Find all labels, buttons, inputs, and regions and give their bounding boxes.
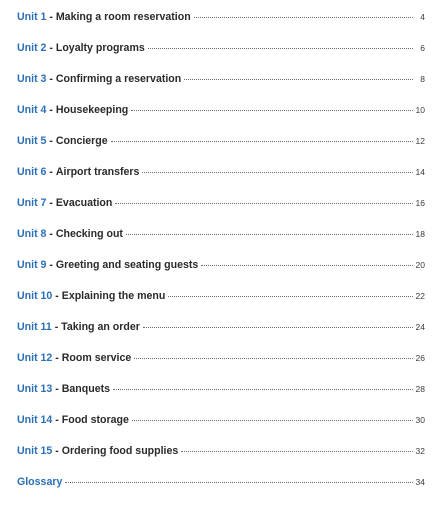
separator: - [51, 321, 62, 333]
dot-leader [181, 451, 412, 452]
unit-number: Unit 7 [17, 197, 47, 209]
toc-entry-unit-11[interactable] [17, 321, 425, 352]
separator: - [52, 352, 62, 364]
separator: - [46, 259, 56, 271]
page-number: 32 [415, 446, 425, 456]
dot-leader [111, 141, 413, 142]
dot-leader [201, 265, 412, 266]
toc-entry-unit-4[interactable] [17, 104, 425, 135]
page-number: 24 [415, 322, 425, 332]
unit-number: Unit 11 [17, 321, 52, 333]
dot-leader [65, 482, 412, 483]
toc-entry-unit-10[interactable] [17, 290, 425, 321]
separator: - [46, 11, 56, 23]
unit-number: Unit 6 [17, 166, 47, 178]
separator: - [52, 414, 62, 426]
page-number: 8 [420, 74, 425, 84]
page-number: 20 [415, 260, 425, 270]
toc-entry-unit-13[interactable] [17, 383, 425, 414]
page-number: 16 [415, 198, 425, 208]
dot-leader [131, 110, 412, 111]
toc-entry-unit-6[interactable] [17, 166, 425, 197]
dot-leader [126, 234, 413, 235]
dot-leader [194, 17, 413, 18]
separator: - [46, 104, 56, 116]
unit-number: Unit 10 [17, 290, 53, 302]
page-number: 30 [415, 415, 425, 425]
page-number: 10 [415, 105, 425, 115]
dot-leader [184, 79, 413, 80]
separator: - [46, 42, 56, 54]
unit-title: Banquets [61, 383, 111, 395]
dot-leader [132, 420, 413, 421]
unit-title: Loyalty programs [55, 42, 145, 54]
separator: - [52, 445, 62, 457]
unit-number: Unit 1 [17, 11, 47, 23]
toc-entry-unit-7[interactable] [17, 197, 425, 228]
page-number: 34 [415, 477, 425, 487]
unit-title: Room service [61, 352, 132, 364]
unit-number: Unit 4 [17, 104, 47, 116]
separator: - [52, 290, 62, 302]
toc-entry-unit-5[interactable] [17, 135, 425, 166]
toc-entry-unit-9[interactable] [17, 259, 425, 290]
page-number: 26 [415, 353, 425, 363]
dot-leader [134, 358, 412, 359]
toc-entry-unit-3[interactable] [17, 73, 425, 104]
dot-leader [143, 327, 413, 328]
glossary-label: Glossary [17, 476, 63, 488]
unit-number: Unit 9 [17, 259, 47, 271]
page-number: 18 [415, 229, 425, 239]
unit-number: Unit 15 [17, 445, 53, 457]
page-number: 22 [415, 291, 425, 301]
unit-title: Greeting and seating guests [55, 259, 199, 271]
separator: - [46, 228, 56, 240]
separator: - [52, 383, 62, 395]
unit-number: Unit 14 [17, 414, 53, 426]
dot-leader [148, 48, 413, 49]
unit-title: Evacuation [55, 197, 113, 209]
unit-title: Explaining the menu [61, 290, 166, 302]
unit-title: Making a room reservation [55, 11, 191, 23]
dot-leader [142, 172, 412, 173]
unit-number: Unit 2 [17, 42, 47, 54]
page-number: 28 [415, 384, 425, 394]
unit-title: Food storage [61, 414, 129, 426]
unit-number: Unit 13 [17, 383, 53, 395]
separator: - [46, 135, 56, 147]
toc-entry-unit-2[interactable] [17, 42, 425, 73]
page-number: 14 [415, 167, 425, 177]
unit-title: Checking out [55, 228, 123, 240]
separator: - [46, 166, 56, 178]
dot-leader [113, 389, 413, 390]
unit-title: Ordering food supplies [61, 445, 179, 457]
separator: - [46, 73, 56, 85]
toc-entry-unit-12[interactable] [17, 352, 425, 383]
unit-title: Airport transfers [55, 166, 140, 178]
unit-number: Unit 5 [17, 135, 47, 147]
dot-leader [168, 296, 412, 297]
dot-leader [115, 203, 412, 204]
page-number: 4 [420, 12, 425, 22]
page-number: 6 [420, 43, 425, 53]
toc-entry-unit-15[interactable] [17, 445, 425, 476]
separator: - [46, 197, 56, 209]
unit-number: Unit 12 [17, 352, 53, 364]
unit-number: Unit 3 [17, 73, 47, 85]
toc-entry-glossary[interactable] [17, 476, 425, 507]
unit-title: Concierge [55, 135, 108, 147]
toc-entry-unit-14[interactable] [17, 414, 425, 445]
unit-title: Confirming a reservation [55, 73, 182, 85]
unit-title: Housekeeping [55, 104, 129, 116]
toc-entry-unit-1[interactable] [17, 11, 425, 42]
unit-title: Taking an order [61, 321, 140, 333]
table-of-contents [17, 11, 425, 507]
unit-number: Unit 8 [17, 228, 47, 240]
page-number: 12 [415, 136, 425, 146]
toc-entry-unit-8[interactable] [17, 228, 425, 259]
